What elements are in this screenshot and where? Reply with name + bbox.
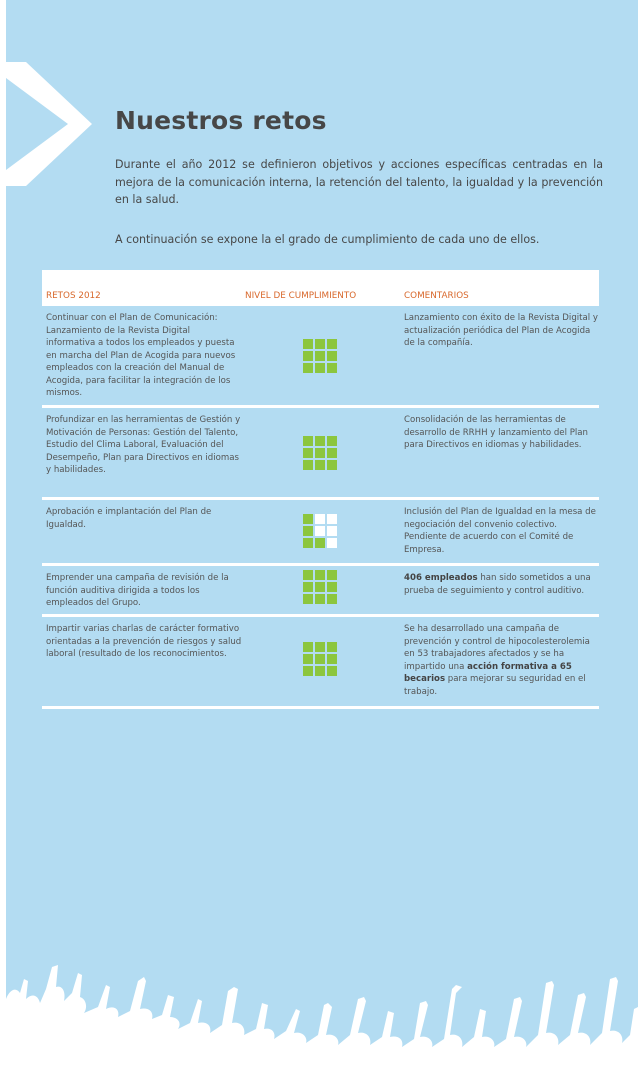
level-square-empty	[315, 514, 325, 524]
reto-text: Profundizar en las herramientas de Gestión y Motivación de Personas: Gestión del Talento, Estudio del Clima Laboral, Evaluación del Desempeño, Plan para Directivos en idiomas y habilidades.	[46, 415, 241, 475]
level-square-filled	[327, 460, 337, 470]
level-square-filled	[315, 538, 325, 548]
level-indicator	[303, 570, 337, 604]
level-square-filled	[303, 339, 313, 349]
table-row	[42, 617, 599, 709]
level-square-filled	[315, 436, 325, 446]
reto-text: Impartir varias charlas de carácter formativo orientadas a la prevención de riesgos y salud laboral (resultado de los reconocimientos.	[46, 624, 242, 659]
level-square-filled	[315, 594, 325, 604]
comentario-segment: Inclusión del Plan de Igualdad en la mesa de negociación del convenio colectivo. Pendiente de acuerdo con el Comité de Empresa.	[404, 507, 596, 555]
level-indicator	[303, 642, 337, 676]
level-square-filled	[315, 582, 325, 592]
header-nivel: NIVEL DE CUMPLIMIENTO	[245, 291, 357, 301]
reto-text: Aprobación e implantación del Plan de Igualdad.	[46, 507, 212, 530]
level-square-empty	[327, 526, 337, 536]
comentario-segment: para mejorar su seguridad en el trabajo.	[404, 674, 586, 697]
level-square-filled	[303, 594, 313, 604]
page	[6, 0, 638, 1069]
table-row	[42, 500, 599, 566]
level-square-empty	[315, 526, 325, 536]
level-indicator	[303, 436, 337, 470]
comentario-text	[404, 506, 599, 556]
level-square-filled	[327, 594, 337, 604]
level-square-filled	[327, 351, 337, 361]
level-square-filled	[303, 666, 313, 676]
comentario-text	[404, 414, 599, 452]
level-square-filled	[327, 436, 337, 446]
intro-paragraph: Durante el año 2012 se definieron objetivos y acciones específicas centradas en la mejora de la comunicación interna, la retención del talento, la igualdad y la prevención en la salud.	[115, 158, 603, 206]
table-row	[42, 306, 599, 408]
table-row	[42, 566, 599, 617]
level-square-filled	[303, 363, 313, 373]
level-square-filled	[327, 666, 337, 676]
level-square-filled	[327, 642, 337, 652]
level-square-filled	[327, 363, 337, 373]
level-square-empty	[327, 538, 337, 548]
level-square-filled	[315, 448, 325, 458]
level-square-empty	[327, 514, 337, 524]
level-square-filled	[303, 538, 313, 548]
comentario-segment: Consolidación de las herramientas de desarrollo de RRHH y lanzamiento del Plan para Directivos en idiomas y habilidades.	[404, 415, 588, 450]
level-square-filled	[315, 363, 325, 373]
page-title: Nuestros retos	[115, 106, 327, 135]
level-square-filled	[327, 570, 337, 580]
level-square-filled	[315, 351, 325, 361]
level-square-filled	[315, 654, 325, 664]
level-square-filled	[315, 570, 325, 580]
table-row	[42, 408, 599, 500]
level-square-filled	[303, 526, 313, 536]
level-square-filled	[327, 339, 337, 349]
header-retos: RETOS 2012	[46, 291, 101, 301]
comentario-segment: han sido sometidos a una prueba de seguimiento y control auditivo.	[404, 573, 591, 596]
challenges-table	[42, 270, 599, 709]
comentario-segment: Lanzamiento con éxito de la Revista Digital y actualización periódica del Plan de Acogida de la compañía.	[404, 313, 598, 348]
level-square-filled	[315, 460, 325, 470]
level-square-filled	[315, 339, 325, 349]
intro-note: A continuación se expone la el grado de cumplimiento de cada uno de ellos.	[115, 233, 540, 246]
comentario-highlight: acción formativa a 65 becarios	[404, 661, 572, 684]
level-square-filled	[303, 351, 313, 361]
level-indicator	[303, 514, 337, 548]
level-square-filled	[303, 514, 313, 524]
level-indicator	[303, 339, 337, 373]
comentario-segment: Se ha desarrollado una campaña de prevención y control de hipocolesterolemia en 53 trabajadores afectados y se ha impartido una	[404, 624, 590, 672]
comentario-text	[404, 572, 599, 597]
reto-text: Continuar con el Plan de Comunicación: Lanzamiento de la Revista Digital informativa a todos los empleados y puesta en marcha del Plan de Acogida para nuevos empleados con la creación del Manual de Acogida, para facilitar la integración de los mismos.	[46, 313, 236, 398]
level-square-filled	[303, 642, 313, 652]
reto-text: Emprender una campaña de revisión de la función auditiva dirigida a todos los empleados del Grupo.	[46, 573, 229, 608]
level-square-filled	[303, 436, 313, 446]
level-square-filled	[327, 448, 337, 458]
level-square-filled	[303, 582, 313, 592]
level-square-filled	[315, 642, 325, 652]
level-square-filled	[303, 448, 313, 458]
comentario-text	[404, 312, 599, 350]
level-square-filled	[303, 654, 313, 664]
comentario-text	[404, 623, 599, 698]
level-square-filled	[327, 654, 337, 664]
header-comentarios: COMENTARIOS	[404, 291, 469, 301]
comentario-highlight: 406 empleados	[404, 573, 478, 583]
level-square-filled	[303, 460, 313, 470]
level-square-filled	[315, 666, 325, 676]
table-header	[42, 270, 599, 306]
chevron-arrow-icon	[6, 62, 96, 222]
level-square-filled	[327, 582, 337, 592]
level-square-filled	[303, 570, 313, 580]
crowd-silhouette-illustration	[6, 959, 638, 1069]
